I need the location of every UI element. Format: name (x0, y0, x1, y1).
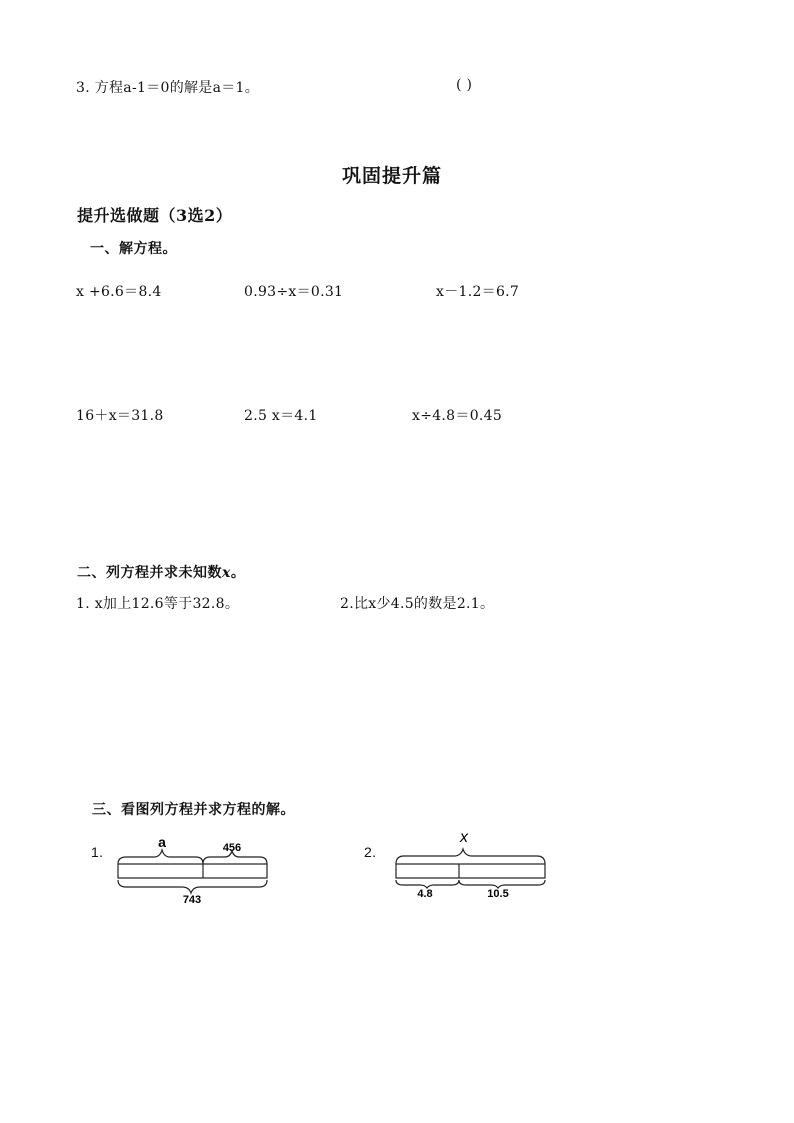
equation-2: 0.93÷x＝0.31 (244, 284, 344, 300)
equation-6: x÷4.8＝0.45 (412, 408, 503, 424)
section-2-heading-text: 二、列方程并求未知数 (77, 565, 222, 581)
diagram-1-brace-total (118, 880, 267, 893)
page-title: 巩固提升篇 (342, 165, 443, 187)
diagram-1-label-456: 456 (222, 842, 242, 854)
diagram-2-brace-4-8 (396, 880, 459, 888)
diagram-1-label-743: 743 (182, 894, 202, 906)
diagram-1 (110, 830, 280, 910)
equation-1: x +6.6＝8.4 (76, 284, 162, 300)
section-2-heading (77, 562, 245, 582)
equation-3: x－1.2＝6.7 (436, 284, 520, 300)
diagram-2 (388, 822, 558, 902)
diagram-2-label-x: x (460, 829, 468, 846)
diagram-1-label-a: a (158, 834, 166, 850)
diagram-2-label-4-8: 4.8 (417, 888, 433, 900)
diagram-2-number: 2. (364, 844, 377, 860)
problem-2: 2.比x少4.5的数是2.1。 (340, 596, 495, 612)
section-3-heading: 三、看图列方程并求方程的解。 (92, 802, 295, 818)
section-1-heading: 一、解方程。 (90, 241, 177, 257)
answer-bracket: ( ) (456, 77, 473, 93)
equation-4: 16＋x＝31.8 (76, 408, 164, 424)
diagram-1-number: 1. (91, 844, 104, 860)
diagram-1-brace-a (118, 850, 203, 864)
diagram-2-label-10-5: 10.5 (487, 888, 509, 900)
section-subtitle: 提升选做题（3选2） (77, 206, 233, 225)
judge-item-3: 3. 方程a-1＝0的解是a＝1。 (76, 80, 260, 96)
problem-1: 1. x加上12.6等于32.8。 (76, 596, 240, 612)
equation-5: 2.5 x＝4.1 (244, 408, 318, 424)
diagram-1-segment (118, 864, 267, 878)
diagram-2-brace-x (396, 849, 545, 864)
section-2-heading-end: 。 (230, 565, 246, 581)
section-2-variable: x (222, 565, 231, 581)
diagram-2-brace-10-5 (459, 880, 545, 888)
diagram-2-segment (396, 864, 545, 878)
